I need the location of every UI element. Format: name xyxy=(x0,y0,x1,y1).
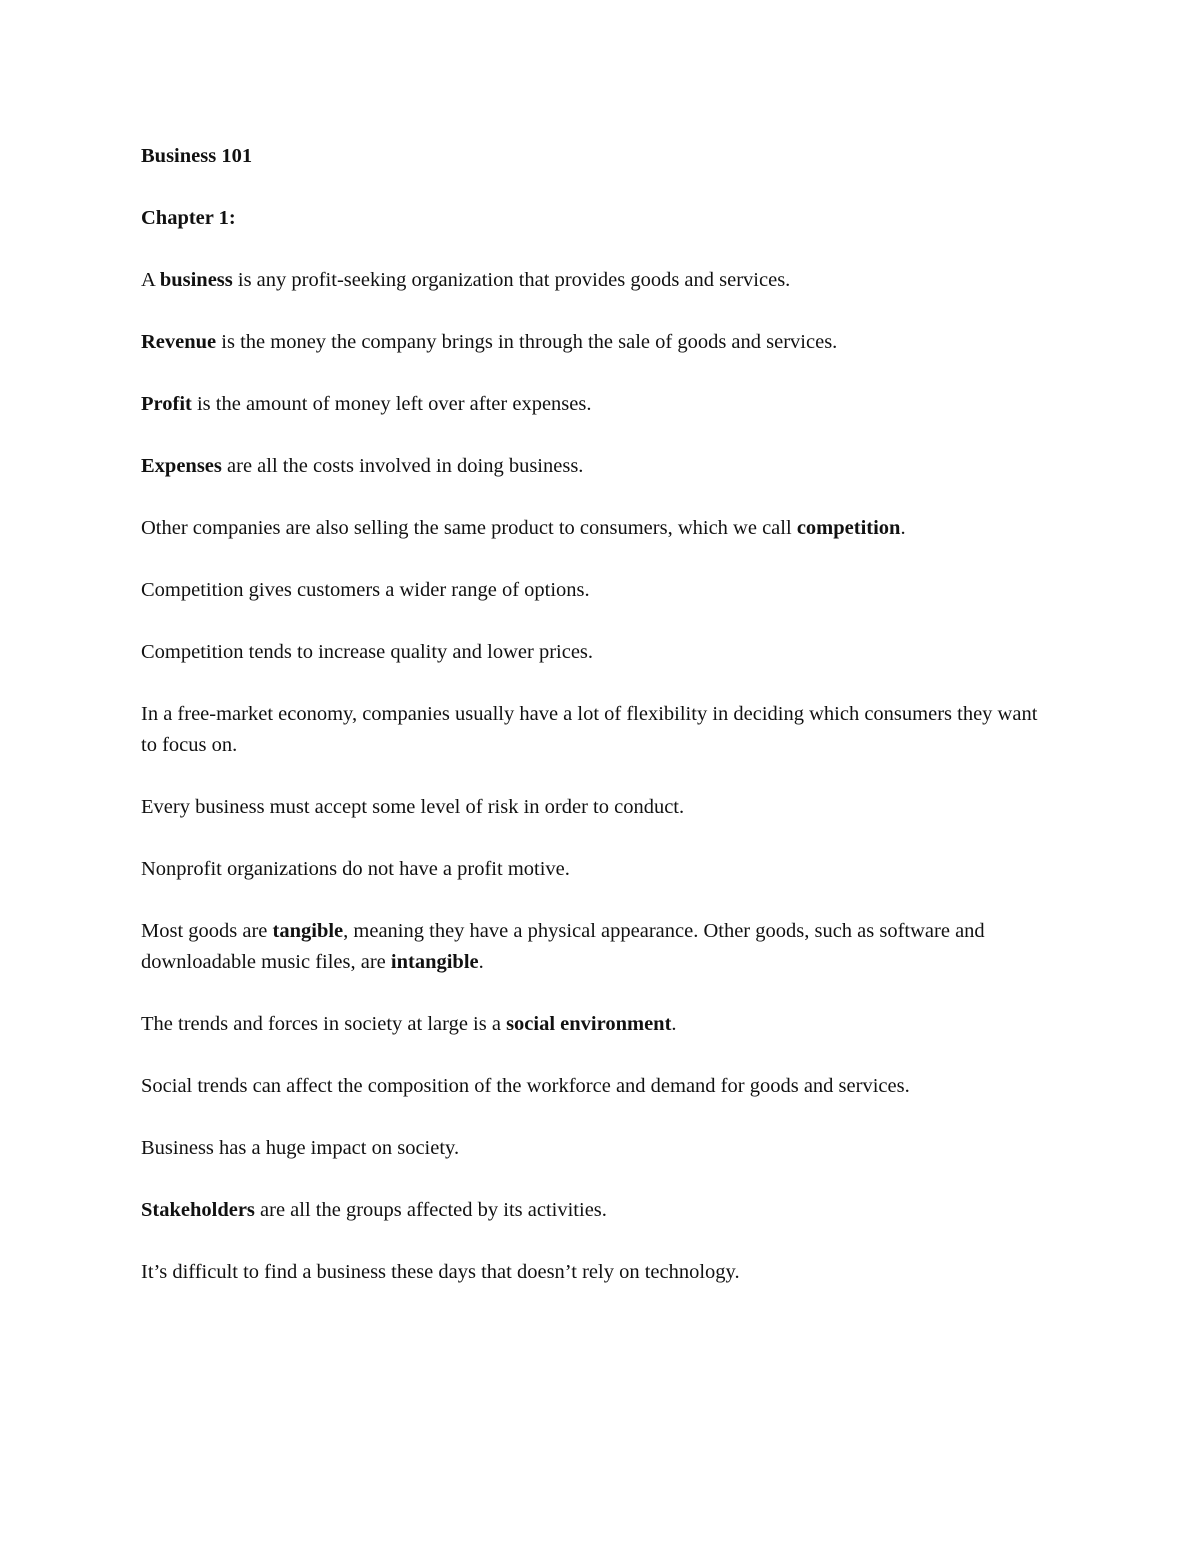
bold-term: intangible xyxy=(390,951,479,973)
text-run: It’s difficult to find a business these days that doesn’t rely on technology. xyxy=(141,1261,740,1283)
paragraph xyxy=(141,1133,1041,1164)
paragraph xyxy=(141,389,1041,420)
text-run: . xyxy=(478,951,484,973)
bold-term: tangible xyxy=(272,920,344,942)
text-run: Nonprofit organizations do not have a profit motive. xyxy=(141,858,570,880)
paragraph xyxy=(141,1009,1041,1040)
text-run: are all the costs involved in doing business. xyxy=(221,455,584,477)
bold-term: Stakeholders xyxy=(141,1199,255,1221)
text-run: is the amount of money left over after expenses. xyxy=(191,393,592,415)
paragraph xyxy=(141,265,1041,296)
text-run: . xyxy=(900,517,906,539)
paragraph xyxy=(141,854,1041,885)
paragraph xyxy=(141,916,1041,978)
text-run: Competition tends to increase quality and lower prices. xyxy=(141,641,594,663)
text-run: A xyxy=(141,269,160,291)
paragraph xyxy=(141,513,1041,544)
paragraph xyxy=(141,637,1041,668)
text-run: is the money the company brings in through the sale of goods and services. xyxy=(216,331,838,353)
text-run: Other companies are also selling the same product to consumers, which we call xyxy=(141,517,797,539)
paragraph-list xyxy=(141,265,1041,1288)
text-run: is any profit-seeking organization that provides goods and services. xyxy=(232,269,791,291)
paragraph xyxy=(141,327,1041,358)
bold-term: social environment xyxy=(506,1013,672,1035)
text-run: are all the groups affected by its activities. xyxy=(254,1199,607,1221)
text-run: In a free-market economy, companies usually have a lot of flexibility in deciding which consumers they want to focus on. xyxy=(141,703,1038,756)
text-run: Business has a huge impact on society. xyxy=(141,1137,460,1159)
document-body xyxy=(141,141,1041,1319)
text-run: Social trends can affect the composition of the workforce and demand for goods and services. xyxy=(141,1075,910,1097)
paragraph xyxy=(141,792,1041,823)
text-run: The trends and forces in society at large is a xyxy=(141,1013,507,1035)
text-run: Competition gives customers a wider range of options. xyxy=(141,579,590,601)
text-run: , meaning they have a physical appearance. Other goods, such as software and downloadable music files, are xyxy=(141,920,985,973)
paragraph xyxy=(141,1257,1041,1288)
text-run: Every business must accept some level of risk in order to conduct. xyxy=(141,796,685,818)
paragraph xyxy=(141,1195,1041,1226)
bold-term: competition xyxy=(796,517,901,539)
bold-term: Profit xyxy=(141,393,192,415)
chapter-heading: Chapter 1: xyxy=(141,207,236,229)
bold-term: business xyxy=(159,269,233,291)
bold-term: Expenses xyxy=(141,455,222,477)
paragraph xyxy=(141,1071,1041,1102)
text-run: . xyxy=(671,1013,677,1035)
bold-term: Revenue xyxy=(141,331,217,353)
text-run: Most goods are xyxy=(141,920,273,942)
paragraph xyxy=(141,451,1041,482)
document-title: Business 101 xyxy=(141,145,253,167)
paragraph xyxy=(141,699,1041,761)
paragraph xyxy=(141,575,1041,606)
